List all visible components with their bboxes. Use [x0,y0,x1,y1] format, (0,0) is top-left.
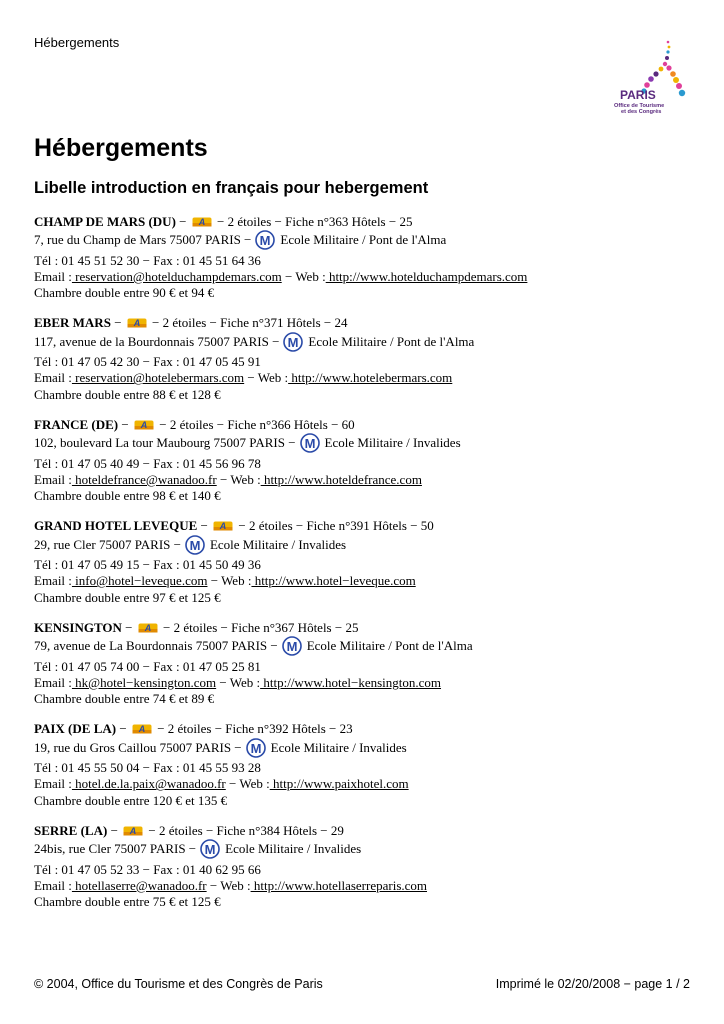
hotel-metro: Ecole Militaire / Invalides [209,536,347,552]
hotel-address: 24bis, rue Cler 75007 PARIS − [34,841,197,857]
hotel-title-line [34,214,694,230]
svg-text:M: M [250,740,262,756]
hotel-name: GRAND HOTEL LEVEQUE [34,518,198,534]
metro-m-icon [199,839,221,859]
hotel-email-link[interactable]: hoteldefrance@wanadoo.fr [71,471,217,487]
hotel-title-line [34,823,694,839]
hotel-email-link[interactable]: hk@hotel−kensington.com [71,674,217,690]
web-label: − Web : [225,776,270,792]
hotel-name: KENSINGTON [34,619,122,635]
svg-text:A: A [140,419,148,430]
web-label: − Web : [216,674,261,690]
hotel-price: Chambre double entre 98 € et 140 € [34,488,221,504]
hotel-price: Chambre double entre 88 € et 128 € [34,386,221,402]
metro-m-icon [282,332,304,352]
hotel-web-link[interactable]: http://www.hotellaserreparis.com [250,877,428,893]
hotel-name: SERRE (LA) [34,822,108,838]
svg-text:A: A [198,217,205,227]
hotel-email-link[interactable]: reservation@hotelebermars.com [71,370,245,386]
hotel-rating: − 2 étoiles − Fiche n°366 Hôtels − 60 [155,416,355,432]
hotel-name: EBER MARS [34,315,111,331]
metro-m-icon [254,230,276,250]
hotel-price: Chambre double entre 120 € et 135 € [34,792,228,808]
hotel-email-link[interactable]: hotellaserre@wanadoo.fr [71,877,207,893]
hotel-contact-line [34,269,694,285]
hotel-entry [34,823,694,910]
hotel-address-line [34,535,694,551]
web-label: − Web : [207,573,252,589]
hotel-address-line [34,433,694,452]
hotel-phone: Tél : 01 45 55 50 04 − Fax : 01 45 55 93 28 [34,760,261,776]
web-label: − Web : [244,370,289,386]
metro-m-icon [299,433,321,453]
hotel-rating: − 2 étoiles − Fiche n°363 Hôtels − 25 [213,214,413,229]
hotel-rating: − 2 étoiles − Fiche n°391 Hôtels − 50 [235,518,434,534]
email-label: Email : [34,573,72,589]
svg-text:A: A [144,622,151,633]
hotel-address-line [34,839,694,858]
hotel-email-link[interactable]: info@hotel−leveque.com [71,573,208,589]
hotel-contact-line [34,370,694,386]
hotel-contact-line [34,573,694,589]
hotel-phone: Tél : 01 47 05 52 33 − Fax : 01 40 62 95 66 [34,861,261,877]
hotel-web-link[interactable]: http://www.hotel−kensington.com [260,674,442,690]
email-label: Email : [34,877,72,893]
hotel-rating: − 2 étoiles − Fiche n°367 Hôtels − 25 [159,619,359,635]
hotel-metro: Ecole Militaire / Invalides [225,841,362,857]
hotel-entry [34,417,694,504]
email-label: Email : [34,471,72,487]
category-a-badge-icon [192,217,212,227]
hotel-title-line [34,518,694,534]
hotel-entry [34,214,694,301]
hotel-rating: − 2 étoiles − Fiche n°384 Hôtels − 29 [145,822,344,838]
svg-text:A: A [138,724,146,735]
svg-text:M: M [286,639,298,655]
category-a-badge-icon [134,420,154,430]
hotel-contact-line [34,472,694,488]
hotel-metro: Ecole Militaire / Pont de l'Alma [306,638,473,654]
svg-text:M: M [204,842,216,858]
hotel-web-link[interactable]: http://www.paixhotel.com [269,776,409,792]
hotel-rating: − 2 étoiles − Fiche n°371 Hôtels − 24 [148,315,348,331]
metro-m-icon [281,636,303,656]
category-a-badge-icon [138,623,158,633]
hotel-phone: Tél : 01 47 05 49 15 − Fax : 01 45 50 49 36 [34,557,261,573]
hotel-address-line [34,230,694,249]
hotel-address: 7, rue du Champ de Mars 75007 PARIS − [34,232,252,248]
hotel-web-link[interactable]: http://www.hoteldefrance.com [260,471,422,487]
hotel-title-line [34,620,694,636]
hotel-title-line [34,315,694,331]
hotel-address: 79, avenue de La Bourdonnais 75007 PARIS − [34,638,278,654]
logo-word: PARIS [620,88,656,102]
metro-m-icon [245,738,267,758]
hotel-address: 102, boulevard La tour Maubourg 75007 PARIS − [34,435,296,451]
hotel-entry [34,518,694,605]
hotel-metro: Ecole Militaire / Pont de l'Alma [308,333,475,349]
hotel-entry [34,620,694,707]
hotel-metro: Ecole Militaire / Invalides [324,435,461,451]
email-label: Email : [34,268,72,284]
hotel-address: 29, rue Cler 75007 PARIS − [34,536,181,552]
hotel-price: Chambre double entre 97 € et 125 € [34,589,221,605]
hotel-phone: Tél : 01 45 51 52 30 − Fax : 01 45 51 64 36 [34,252,261,268]
hotel-email-link[interactable]: reservation@hotelduchampdemars.com [71,268,282,284]
hotel-rating: − 2 étoiles − Fiche n°392 Hôtels − 23 [153,721,353,737]
hotel-web-link[interactable]: http://www.hotelebermars.com [288,370,453,386]
hotel-phone: Tél : 01 47 05 42 30 − Fax : 01 47 05 45 91 [34,354,261,370]
dash-separator: − [110,315,125,331]
dash-separator: − [175,214,190,229]
web-label: − Web : [206,877,251,893]
hotel-name: FRANCE (DE) [34,416,119,432]
email-label: Email : [34,776,72,792]
hotel-metro: Ecole Militaire / Pont de l'Alma [280,232,447,248]
dash-separator: − [118,416,132,432]
dash-separator: − [107,822,122,838]
svg-text:A: A [129,825,137,836]
footer-copyright: © 2004, Office du Tourisme et des Congrès de Paris [34,977,323,991]
web-label: − Web : [216,471,261,487]
category-a-badge-icon [123,826,143,836]
hotel-contact-line [34,776,694,792]
web-label: − Web : [281,268,326,284]
footer-print-info: Imprimé le 02/20/2008 − page 1 / 2 [495,977,690,991]
hotel-address-line [34,332,694,348]
page-footer [34,977,690,991]
hotel-web-link[interactable]: http://www.hotel−leveque.com [251,573,416,589]
logo-line-2: et des Congrès [621,109,662,115]
hotel-address-line [34,738,694,754]
svg-text:M: M [189,537,201,553]
hotel-contact-line [34,675,694,691]
category-a-badge-icon [213,521,233,531]
hotel-metro: Ecole Militaire / Invalides [270,739,407,755]
paris-tourism-logo [606,38,690,118]
svg-text:A: A [219,521,227,532]
category-a-badge-icon [127,318,147,328]
hotel-address: 117, avenue de la Bourdonnais 75007 PARIS − [34,333,280,349]
email-label: Email : [34,674,72,690]
svg-text:M: M [259,233,271,249]
dash-separator: − [121,619,136,635]
intro-heading: Libelle introduction en français pour hebergement [34,179,429,197]
hotel-address-line [34,636,694,655]
svg-text:M: M [304,436,315,452]
hotel-name: PAIX (DE LA) [34,721,117,737]
hotel-contact-line [34,878,694,894]
hotel-web-link[interactable]: http://www.hotelduchampdemars.com [325,268,528,284]
running-header: Hébergements [34,35,120,50]
dash-separator: − [197,518,212,534]
hotel-title-line [34,721,694,737]
hotel-entry [34,721,694,808]
page-title: Hébergements [34,134,208,162]
dash-separator: − [116,721,130,737]
hotel-email-link[interactable]: hotel.de.la.paix@wanadoo.fr [71,776,226,792]
metro-m-icon [184,535,206,555]
hotel-entry [34,315,694,402]
hotel-address: 19, rue du Gros Caillou 75007 PARIS − [34,739,242,755]
svg-text:M: M [288,334,299,350]
hotel-price: Chambre double entre 74 € et 89 € [34,691,215,707]
hotel-list [34,214,694,924]
hotel-title-line [34,417,694,433]
hotel-name: CHAMP DE MARS (DU) [34,214,176,229]
hotel-price: Chambre double entre 90 € et 94 € [34,285,215,301]
svg-text:A: A [133,318,141,329]
hotel-phone: Tél : 01 47 05 74 00 − Fax : 01 47 05 25 81 [34,658,261,674]
hotel-price: Chambre double entre 75 € et 125 € [34,894,221,910]
hotel-phone: Tél : 01 47 05 40 49 − Fax : 01 45 56 96 78 [34,455,261,471]
category-a-badge-icon [132,724,152,734]
email-label: Email : [34,370,72,386]
logo-line-1: Office de Tourisme [614,103,665,109]
